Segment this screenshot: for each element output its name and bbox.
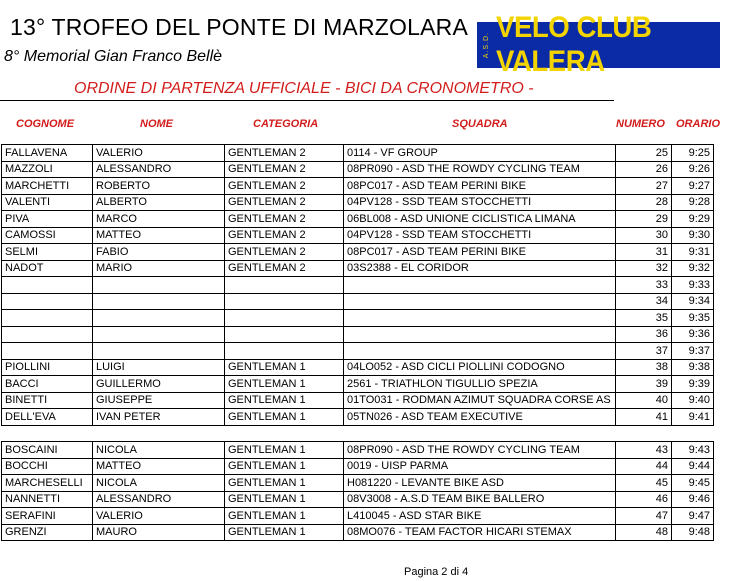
table-gap-row (2, 425, 714, 442)
cell-numero: 47 (616, 508, 672, 525)
cell-orario: 9:28 (672, 194, 714, 211)
cell-orario: 9:38 (672, 359, 714, 376)
col-header-orario: ORARIO (676, 118, 720, 130)
cell-numero: 27 (616, 178, 672, 195)
cell-categoria: GENTLEMAN 1 (225, 524, 344, 541)
cell-categoria: GENTLEMAN 2 (225, 227, 344, 244)
cell-categoria: GENTLEMAN 2 (225, 211, 344, 228)
cell-nome (93, 310, 225, 327)
cell-orario: 9:46 (672, 491, 714, 508)
table-row (2, 211, 714, 228)
cell-categoria: GENTLEMAN 2 (225, 145, 344, 162)
cell-cognome: VALENTI (2, 194, 93, 211)
cell-numero: 29 (616, 211, 672, 228)
cell-categoria: GENTLEMAN 1 (225, 376, 344, 393)
logo-brand: VELO CLUB VALERA (496, 11, 652, 78)
cell-categoria: GENTLEMAN 1 (225, 409, 344, 426)
cell-nome: MATTEO (93, 227, 225, 244)
cell-categoria (225, 310, 344, 327)
cell-categoria (225, 293, 344, 310)
cell-numero: 44 (616, 458, 672, 475)
cell-squadra (344, 326, 616, 343)
col-header-categoria: CATEGORIA (253, 118, 319, 130)
cell-orario: 9:36 (672, 326, 714, 343)
col-header-nome: NOME (140, 118, 173, 130)
cell-orario: 9:29 (672, 211, 714, 228)
page-footer: Pagina 2 di 4 (404, 566, 469, 578)
section-heading: ORDINE DI PARTENZA UFFICIALE - BICI DA CRONOMETRO - (74, 80, 534, 97)
table-row (2, 326, 714, 343)
cell-numero: 45 (616, 475, 672, 492)
cell-numero: 34 (616, 293, 672, 310)
cell-categoria: GENTLEMAN 2 (225, 194, 344, 211)
cell-cognome: BINETTI (2, 392, 93, 409)
cell-squadra: 01TO031 - RODMAN AZIMUT SQUADRA CORSE AS (344, 392, 616, 409)
cell-numero: 30 (616, 227, 672, 244)
cell-nome (93, 343, 225, 360)
cell-squadra: 04LO052 - ASD CICLI PIOLLINI CODOGNO (344, 359, 616, 376)
cell-numero: 40 (616, 392, 672, 409)
cell-numero: 28 (616, 194, 672, 211)
page-title: 13° TROFEO DEL PONTE DI MARZOLARA (10, 14, 468, 40)
cell-cognome: NADOT (2, 260, 93, 277)
cell-categoria: GENTLEMAN 1 (225, 442, 344, 459)
table-row (2, 359, 714, 376)
cell-cognome (2, 343, 93, 360)
cell-nome (93, 277, 225, 294)
cell-cognome: SERAFINI (2, 508, 93, 525)
cell-nome: NICOLA (93, 475, 225, 492)
table-row (2, 442, 714, 459)
cell-categoria: GENTLEMAN 1 (225, 359, 344, 376)
cell-categoria: GENTLEMAN 2 (225, 260, 344, 277)
cell-orario: 9:41 (672, 409, 714, 426)
cell-cognome: BOCCHI (2, 458, 93, 475)
cell-numero: 32 (616, 260, 672, 277)
cell-squadra: 05TN026 - ASD TEAM EXECUTIVE (344, 409, 616, 426)
cell-squadra: 06BL008 - ASD UNIONE CICLISTICA LIMANA (344, 211, 616, 228)
cell-squadra: 08PR090 - ASD THE ROWDY CYCLING TEAM (344, 161, 616, 178)
cell-numero: 48 (616, 524, 672, 541)
cell-categoria (225, 326, 344, 343)
cell-squadra: 0114 - VF GROUP (344, 145, 616, 162)
cell-orario: 9:32 (672, 260, 714, 277)
cell-nome: ALESSANDRO (93, 491, 225, 508)
cell-cognome: PIOLLINI (2, 359, 93, 376)
cell-numero: 33 (616, 277, 672, 294)
cell-orario: 9:34 (672, 293, 714, 310)
cell-cognome (2, 326, 93, 343)
cell-squadra: 08PR090 - ASD THE ROWDY CYCLING TEAM (344, 442, 616, 459)
cell-categoria (225, 277, 344, 294)
cell-orario: 9:31 (672, 244, 714, 261)
table-row (2, 310, 714, 327)
cell-categoria: GENTLEMAN 1 (225, 491, 344, 508)
cell-orario: 9:33 (672, 277, 714, 294)
cell-cognome: SELMI (2, 244, 93, 261)
cell-numero: 39 (616, 376, 672, 393)
cell-nome: MATTEO (93, 458, 225, 475)
cell-squadra: L410045 - ASD STAR BIKE (344, 508, 616, 525)
cell-cognome: BOSCAINI (2, 442, 93, 459)
cell-numero: 35 (616, 310, 672, 327)
cell-cognome: MARCHETTI (2, 178, 93, 195)
cell-cognome (2, 310, 93, 327)
cell-cognome: MAZZOLI (2, 161, 93, 178)
logo-asd: A.S.D. (483, 31, 490, 59)
cell-nome: MARCO (93, 211, 225, 228)
table-row (2, 524, 714, 541)
table-row (2, 458, 714, 475)
cell-cognome: GRENZI (2, 524, 93, 541)
cell-squadra: 08V3008 - A.S.D TEAM BIKE BALLERO (344, 491, 616, 508)
club-logo (477, 11, 720, 78)
cell-nome: IVAN PETER (93, 409, 225, 426)
cell-squadra: 08MO076 - TEAM FACTOR HICARI STEMAX (344, 524, 616, 541)
cell-cognome (2, 277, 93, 294)
cell-squadra: 04PV128 - SSD TEAM STOCCHETTI (344, 227, 616, 244)
cell-numero: 37 (616, 343, 672, 360)
table-row (2, 475, 714, 492)
cell-squadra: 2561 - TRIATHLON TIGULLIO SPEZIA (344, 376, 616, 393)
cell-cognome: NANNETTI (2, 491, 93, 508)
cell-numero: 46 (616, 491, 672, 508)
cell-nome: GIUSEPPE (93, 392, 225, 409)
cell-orario: 9:48 (672, 524, 714, 541)
cell-cognome: PIVA (2, 211, 93, 228)
cell-cognome (2, 293, 93, 310)
cell-orario: 9:40 (672, 392, 714, 409)
cell-categoria: GENTLEMAN 2 (225, 244, 344, 261)
cell-numero: 38 (616, 359, 672, 376)
cell-nome: ROBERTO (93, 178, 225, 195)
cell-nome: MAURO (93, 524, 225, 541)
cell-cognome: MARCHESELLI (2, 475, 93, 492)
table-row (2, 161, 714, 178)
cell-orario: 9:26 (672, 161, 714, 178)
cell-categoria: GENTLEMAN 2 (225, 161, 344, 178)
cell-categoria: GENTLEMAN 1 (225, 458, 344, 475)
table-row (2, 260, 714, 277)
table-row (2, 343, 714, 360)
cell-squadra (344, 293, 616, 310)
col-header-cognome: COGNOME (16, 118, 75, 130)
cell-squadra (344, 277, 616, 294)
table-row (2, 145, 714, 162)
cell-orario: 9:35 (672, 310, 714, 327)
cell-orario: 9:44 (672, 458, 714, 475)
cell-numero: 36 (616, 326, 672, 343)
cell-squadra: 03S2388 - EL CORIDOR (344, 260, 616, 277)
cell-orario: 9:27 (672, 178, 714, 195)
table-row (2, 178, 714, 195)
cell-squadra (344, 310, 616, 327)
cell-numero: 26 (616, 161, 672, 178)
table-row (2, 376, 714, 393)
cell-orario: 9:43 (672, 442, 714, 459)
col-header-squadra: SQUADRA (452, 118, 508, 130)
cell-cognome: DELL'EVA (2, 409, 93, 426)
cell-nome: VALERIO (93, 508, 225, 525)
cell-numero: 25 (616, 145, 672, 162)
cell-numero: 41 (616, 409, 672, 426)
cell-nome: NICOLA (93, 442, 225, 459)
cell-squadra: 04PV128 - SSD TEAM STOCCHETTI (344, 194, 616, 211)
cell-nome: VALERIO (93, 145, 225, 162)
cell-cognome: BACCI (2, 376, 93, 393)
table-row (2, 277, 714, 294)
cell-numero: 43 (616, 442, 672, 459)
cell-squadra: 08PC017 - ASD TEAM PERINI BIKE (344, 178, 616, 195)
cell-nome (93, 293, 225, 310)
cell-categoria: GENTLEMAN 1 (225, 508, 344, 525)
cell-nome: GUILLERMO (93, 376, 225, 393)
cell-orario: 9:25 (672, 145, 714, 162)
cell-orario: 9:39 (672, 376, 714, 393)
cell-nome: LUIGI (93, 359, 225, 376)
cell-nome: FABIO (93, 244, 225, 261)
cell-numero: 31 (616, 244, 672, 261)
cell-categoria: GENTLEMAN 1 (225, 475, 344, 492)
cell-orario: 9:45 (672, 475, 714, 492)
cell-nome: ALESSANDRO (93, 161, 225, 178)
table-row (2, 244, 714, 261)
table-row (2, 227, 714, 244)
cell-orario: 9:30 (672, 227, 714, 244)
cell-squadra: 08PC017 - ASD TEAM PERINI BIKE (344, 244, 616, 261)
table-row (2, 508, 714, 525)
table-row (2, 392, 714, 409)
cell-nome (93, 326, 225, 343)
cell-cognome: CAMOSSI (2, 227, 93, 244)
col-header-numero: NUMERO (616, 118, 665, 130)
cell-orario: 9:47 (672, 508, 714, 525)
gap-cell (2, 425, 714, 442)
heading-underline (0, 100, 614, 101)
cell-cognome: FALLAVENA (2, 145, 93, 162)
cell-squadra (344, 343, 616, 360)
table-row (2, 491, 714, 508)
cell-orario: 9:37 (672, 343, 714, 360)
page-subtitle: 8° Memorial Gian Franco Bellè (4, 48, 223, 65)
cell-squadra: H081220 - LEVANTE BIKE ASD (344, 475, 616, 492)
cell-categoria (225, 343, 344, 360)
cell-categoria: GENTLEMAN 1 (225, 392, 344, 409)
cell-categoria: GENTLEMAN 2 (225, 178, 344, 195)
table-row (2, 293, 714, 310)
cell-nome: MARIO (93, 260, 225, 277)
table-row (2, 194, 714, 211)
start-list-table (1, 144, 714, 541)
cell-nome: ALBERTO (93, 194, 225, 211)
table-row (2, 409, 714, 426)
cell-squadra: 0019 - UISP PARMA (344, 458, 616, 475)
